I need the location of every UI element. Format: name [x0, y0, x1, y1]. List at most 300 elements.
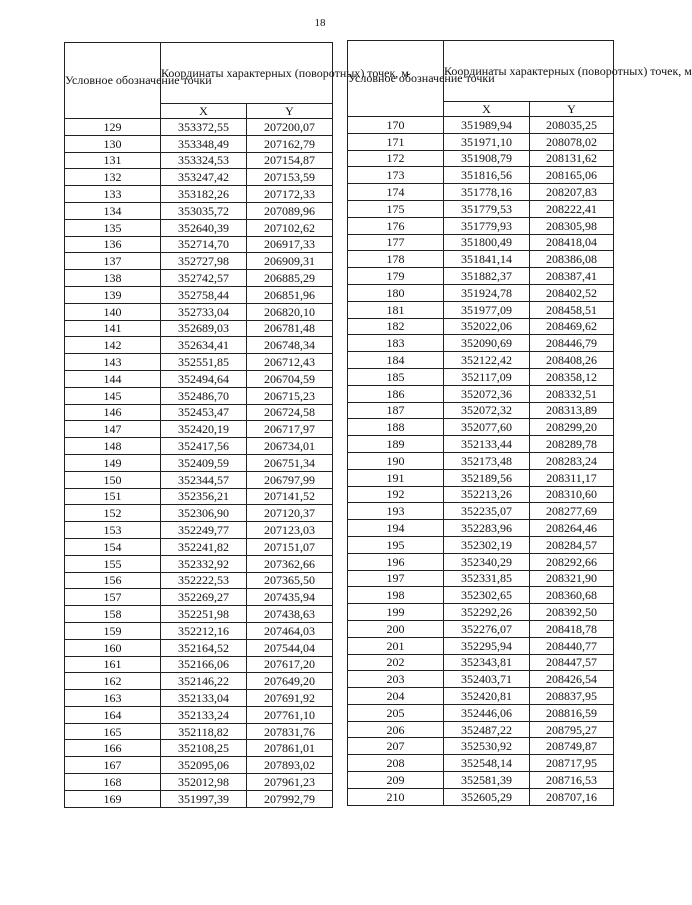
x-coordinate-cell: 352189,56	[444, 469, 530, 486]
x-coordinate-cell: 352133,24	[161, 706, 247, 723]
table-row	[348, 738, 614, 755]
x-coordinate-cell: 352420,81	[444, 688, 530, 705]
y-coordinate-cell: 208313,89	[530, 402, 614, 419]
table-row	[65, 606, 333, 623]
point-number-cell: 163	[65, 690, 161, 707]
y-coordinate-cell: 208716,53	[530, 772, 614, 789]
y-coordinate-cell: 206734,01	[247, 438, 333, 455]
point-number-cell: 147	[65, 421, 161, 438]
point-number-cell: 152	[65, 505, 161, 522]
y-coordinate-cell: 208447,57	[530, 654, 614, 671]
y-coordinate-cell: 208207,83	[530, 184, 614, 201]
header-y: Y	[530, 102, 614, 117]
y-coordinate-cell: 207154,87	[247, 152, 333, 169]
y-coordinate-cell: 208289,78	[530, 436, 614, 453]
y-coordinate-cell: 206820,10	[247, 303, 333, 320]
point-number-cell: 151	[65, 488, 161, 505]
point-number-cell: 144	[65, 370, 161, 387]
x-coordinate-cell: 353182,26	[161, 186, 247, 203]
point-number-cell: 142	[65, 337, 161, 354]
x-coordinate-cell: 352133,04	[161, 690, 247, 707]
x-coordinate-cell: 353324,53	[161, 152, 247, 169]
y-coordinate-cell: 207200,07	[247, 119, 333, 136]
table-row	[348, 368, 614, 385]
table-row	[65, 555, 333, 572]
y-coordinate-cell: 208283,24	[530, 452, 614, 469]
x-coordinate-cell: 352077,60	[444, 419, 530, 436]
point-number-cell: 186	[348, 385, 444, 402]
point-number-cell: 191	[348, 469, 444, 486]
y-coordinate-cell: 206909,31	[247, 253, 333, 270]
table-row	[65, 152, 333, 169]
x-coordinate-cell: 352356,21	[161, 488, 247, 505]
point-number-cell: 165	[65, 723, 161, 740]
x-coordinate-cell: 352164,52	[161, 639, 247, 656]
x-coordinate-cell: 352548,14	[444, 755, 530, 772]
y-coordinate-cell: 206751,34	[247, 454, 333, 471]
table-row	[348, 755, 614, 772]
point-number-cell: 177	[348, 234, 444, 251]
table-row	[348, 200, 614, 217]
table-row	[65, 219, 333, 236]
point-number-cell: 188	[348, 419, 444, 436]
y-coordinate-cell: 208446,79	[530, 335, 614, 352]
table-row	[65, 119, 333, 136]
table-row	[348, 234, 614, 251]
point-number-cell: 202	[348, 654, 444, 671]
y-coordinate-cell: 207617,20	[247, 656, 333, 673]
table-row	[65, 522, 333, 539]
x-coordinate-cell: 352241,82	[161, 538, 247, 555]
point-number-cell: 181	[348, 301, 444, 318]
table-row	[348, 486, 614, 503]
point-number-cell: 133	[65, 186, 161, 203]
x-coordinate-cell: 352249,77	[161, 522, 247, 539]
table-row	[348, 772, 614, 789]
x-coordinate-cell: 351977,09	[444, 301, 530, 318]
table-row	[65, 790, 333, 807]
point-number-cell: 189	[348, 436, 444, 453]
point-number-cell: 139	[65, 286, 161, 303]
point-number-cell: 145	[65, 387, 161, 404]
x-coordinate-cell: 352222,53	[161, 572, 247, 589]
y-coordinate-cell: 208707,16	[530, 788, 614, 805]
y-coordinate-cell: 208358,12	[530, 368, 614, 385]
y-coordinate-cell: 206724,58	[247, 404, 333, 421]
table-row	[65, 202, 333, 219]
x-coordinate-cell: 352403,71	[444, 671, 530, 688]
header-coordinates: Координаты характерных (поворотных) точек, м	[161, 43, 333, 104]
point-number-cell: 130	[65, 135, 161, 152]
point-number-cell: 190	[348, 452, 444, 469]
y-coordinate-cell: 208837,95	[530, 688, 614, 705]
x-coordinate-cell: 352095,06	[161, 757, 247, 774]
table-row	[65, 639, 333, 656]
x-coordinate-cell: 352173,48	[444, 452, 530, 469]
point-number-cell: 185	[348, 368, 444, 385]
y-coordinate-cell: 207153,59	[247, 169, 333, 186]
point-number-cell: 160	[65, 639, 161, 656]
point-number-cell: 184	[348, 352, 444, 369]
point-number-cell: 187	[348, 402, 444, 419]
table-body-right	[348, 117, 614, 806]
x-coordinate-cell: 352117,09	[444, 368, 530, 385]
coordinates-table-right	[347, 40, 692, 806]
x-coordinate-cell: 352146,22	[161, 673, 247, 690]
x-coordinate-cell: 352453,47	[161, 404, 247, 421]
x-coordinate-cell: 352409,59	[161, 454, 247, 471]
table-row	[65, 286, 333, 303]
x-coordinate-cell: 351924,78	[444, 284, 530, 301]
x-coordinate-cell: 352302,19	[444, 536, 530, 553]
y-coordinate-cell: 208387,41	[530, 268, 614, 285]
table-row	[348, 654, 614, 671]
x-coordinate-cell: 352269,27	[161, 589, 247, 606]
point-number-cell: 171	[348, 133, 444, 150]
y-coordinate-cell: 207120,37	[247, 505, 333, 522]
x-coordinate-cell: 352118,82	[161, 723, 247, 740]
x-coordinate-cell: 353247,42	[161, 169, 247, 186]
table-row	[65, 471, 333, 488]
x-coordinate-cell: 352640,39	[161, 219, 247, 236]
x-coordinate-cell: 352343,81	[444, 654, 530, 671]
point-number-cell: 204	[348, 688, 444, 705]
x-coordinate-cell: 351908,79	[444, 150, 530, 167]
x-coordinate-cell: 351778,16	[444, 184, 530, 201]
point-number-cell: 150	[65, 471, 161, 488]
point-number-cell: 159	[65, 622, 161, 639]
y-coordinate-cell: 207365,50	[247, 572, 333, 589]
table-row	[348, 352, 614, 369]
point-number-cell: 140	[65, 303, 161, 320]
y-coordinate-cell: 208035,25	[530, 117, 614, 134]
table-row	[65, 538, 333, 555]
y-coordinate-cell: 207992,79	[247, 790, 333, 807]
y-coordinate-cell: 206712,43	[247, 354, 333, 371]
x-coordinate-cell: 351800,49	[444, 234, 530, 251]
x-coordinate-cell: 352072,36	[444, 385, 530, 402]
table-row	[65, 622, 333, 639]
y-coordinate-cell: 208749,87	[530, 738, 614, 755]
y-coordinate-cell: 207151,07	[247, 538, 333, 555]
table-row	[65, 589, 333, 606]
table-row	[348, 301, 614, 318]
y-coordinate-cell: 208360,68	[530, 587, 614, 604]
point-number-cell: 154	[65, 538, 161, 555]
x-coordinate-cell: 352022,06	[444, 318, 530, 335]
table-row	[65, 337, 333, 354]
y-coordinate-cell: 207691,92	[247, 690, 333, 707]
table-row	[65, 370, 333, 387]
x-coordinate-cell: 352133,44	[444, 436, 530, 453]
table-row	[65, 454, 333, 471]
y-coordinate-cell: 207435,94	[247, 589, 333, 606]
x-coordinate-cell: 352486,70	[161, 387, 247, 404]
x-coordinate-cell: 352551,85	[161, 354, 247, 371]
point-number-cell: 169	[65, 790, 161, 807]
y-coordinate-cell: 208264,46	[530, 520, 614, 537]
y-coordinate-cell: 208321,90	[530, 570, 614, 587]
point-number-cell: 172	[348, 150, 444, 167]
y-coordinate-cell: 208386,08	[530, 251, 614, 268]
point-number-cell: 193	[348, 503, 444, 520]
y-coordinate-cell: 206748,34	[247, 337, 333, 354]
y-coordinate-cell: 208426,54	[530, 671, 614, 688]
table-row	[65, 421, 333, 438]
point-number-cell: 134	[65, 202, 161, 219]
table-row	[65, 740, 333, 757]
point-number-cell: 136	[65, 236, 161, 253]
x-coordinate-cell: 352166,06	[161, 656, 247, 673]
point-number-cell: 182	[348, 318, 444, 335]
point-number-cell: 156	[65, 572, 161, 589]
table-row	[348, 184, 614, 201]
table-row	[65, 354, 333, 371]
y-coordinate-cell: 207831,76	[247, 723, 333, 740]
table-body-left	[65, 119, 333, 808]
point-number-cell: 208	[348, 755, 444, 772]
x-coordinate-cell: 352235,07	[444, 503, 530, 520]
y-coordinate-cell: 208078,02	[530, 133, 614, 150]
y-coordinate-cell: 207123,03	[247, 522, 333, 539]
header-point-designation: Условное обозначение точки	[65, 43, 161, 119]
x-coordinate-cell: 351816,56	[444, 167, 530, 184]
y-coordinate-cell: 208458,51	[530, 301, 614, 318]
header-point-designation: Условное обозначение точки	[348, 41, 444, 117]
table-row	[65, 723, 333, 740]
point-number-cell: 199	[348, 604, 444, 621]
point-number-cell: 203	[348, 671, 444, 688]
table-row	[348, 469, 614, 486]
table-row	[65, 320, 333, 337]
point-number-cell: 179	[348, 268, 444, 285]
point-number-cell: 135	[65, 219, 161, 236]
point-number-cell: 180	[348, 284, 444, 301]
y-coordinate-cell: 208222,41	[530, 200, 614, 217]
y-coordinate-cell: 207438,63	[247, 606, 333, 623]
x-coordinate-cell: 352213,26	[444, 486, 530, 503]
y-coordinate-cell: 208165,06	[530, 167, 614, 184]
point-number-cell: 197	[348, 570, 444, 587]
point-number-cell: 137	[65, 253, 161, 270]
x-coordinate-cell: 352727,98	[161, 253, 247, 270]
point-number-cell: 183	[348, 335, 444, 352]
y-coordinate-cell: 207464,03	[247, 622, 333, 639]
x-coordinate-cell: 352108,25	[161, 740, 247, 757]
x-coordinate-cell: 352295,94	[444, 637, 530, 654]
table-row	[348, 604, 614, 621]
table-row	[348, 620, 614, 637]
table-row	[65, 505, 333, 522]
x-coordinate-cell: 352306,90	[161, 505, 247, 522]
table-row	[348, 150, 614, 167]
point-number-cell: 206	[348, 721, 444, 738]
table-row	[65, 488, 333, 505]
point-number-cell: 138	[65, 270, 161, 287]
x-coordinate-cell: 352446,06	[444, 704, 530, 721]
x-coordinate-cell: 352012,98	[161, 774, 247, 791]
x-coordinate-cell: 352292,26	[444, 604, 530, 621]
table-row	[348, 721, 614, 738]
table-row	[348, 688, 614, 705]
table-row	[348, 419, 614, 436]
table-row	[348, 637, 614, 654]
y-coordinate-cell: 207761,10	[247, 706, 333, 723]
table-row	[348, 704, 614, 721]
x-coordinate-cell: 352581,39	[444, 772, 530, 789]
point-number-cell: 195	[348, 536, 444, 553]
table-row	[65, 656, 333, 673]
table-row	[348, 335, 614, 352]
x-coordinate-cell: 352283,96	[444, 520, 530, 537]
y-coordinate-cell: 208392,50	[530, 604, 614, 621]
x-coordinate-cell: 353348,49	[161, 135, 247, 152]
point-number-cell: 170	[348, 117, 444, 134]
y-coordinate-cell: 207861,01	[247, 740, 333, 757]
header-x: X	[444, 102, 530, 117]
point-number-cell: 173	[348, 167, 444, 184]
point-number-cell: 178	[348, 251, 444, 268]
table-row	[348, 385, 614, 402]
x-coordinate-cell: 352742,57	[161, 270, 247, 287]
point-number-cell: 141	[65, 320, 161, 337]
x-coordinate-cell: 352251,98	[161, 606, 247, 623]
point-number-cell: 210	[348, 788, 444, 805]
table-row	[348, 284, 614, 301]
y-coordinate-cell: 207362,66	[247, 555, 333, 572]
y-coordinate-cell: 208418,78	[530, 620, 614, 637]
table-row	[348, 503, 614, 520]
y-coordinate-cell: 208131,62	[530, 150, 614, 167]
x-coordinate-cell: 351779,93	[444, 217, 530, 234]
y-coordinate-cell: 208816,59	[530, 704, 614, 721]
y-coordinate-cell: 208305,98	[530, 217, 614, 234]
x-coordinate-cell: 352302,65	[444, 587, 530, 604]
y-coordinate-cell: 207544,04	[247, 639, 333, 656]
table-row	[65, 673, 333, 690]
table-row	[348, 536, 614, 553]
point-number-cell: 176	[348, 217, 444, 234]
table-row	[348, 570, 614, 587]
y-coordinate-cell: 208717,95	[530, 755, 614, 772]
y-coordinate-cell: 206851,96	[247, 286, 333, 303]
table-row	[65, 690, 333, 707]
table-row	[65, 572, 333, 589]
y-coordinate-cell: 208292,66	[530, 553, 614, 570]
y-coordinate-cell: 206715,23	[247, 387, 333, 404]
y-coordinate-cell: 207102,62	[247, 219, 333, 236]
table-row	[348, 217, 614, 234]
y-coordinate-cell: 207649,20	[247, 673, 333, 690]
x-coordinate-cell: 352494,64	[161, 370, 247, 387]
y-coordinate-cell: 207089,96	[247, 202, 333, 219]
y-coordinate-cell: 207961,23	[247, 774, 333, 791]
y-coordinate-cell: 206917,33	[247, 236, 333, 253]
x-coordinate-cell: 351989,94	[444, 117, 530, 134]
x-coordinate-cell: 351882,37	[444, 268, 530, 285]
table-row	[348, 553, 614, 570]
y-coordinate-cell: 206781,48	[247, 320, 333, 337]
y-coordinate-cell: 206797,99	[247, 471, 333, 488]
table-row	[348, 402, 614, 419]
y-coordinate-cell: 208332,51	[530, 385, 614, 402]
y-coordinate-cell: 208284,57	[530, 536, 614, 553]
point-number-cell: 164	[65, 706, 161, 723]
table-row	[65, 706, 333, 723]
table-row	[65, 236, 333, 253]
point-number-cell: 194	[348, 520, 444, 537]
header-x: X	[161, 104, 247, 119]
point-number-cell: 155	[65, 555, 161, 572]
table-row	[348, 133, 614, 150]
y-coordinate-cell: 206717,97	[247, 421, 333, 438]
point-number-cell: 192	[348, 486, 444, 503]
point-number-cell: 200	[348, 620, 444, 637]
table-row	[348, 318, 614, 335]
y-coordinate-cell: 208310,60	[530, 486, 614, 503]
y-coordinate-cell: 206885,29	[247, 270, 333, 287]
point-number-cell: 196	[348, 553, 444, 570]
page-number: 18	[314, 17, 326, 29]
x-coordinate-cell: 351841,14	[444, 251, 530, 268]
x-coordinate-cell: 352331,85	[444, 570, 530, 587]
y-coordinate-cell: 208440,77	[530, 637, 614, 654]
x-coordinate-cell: 352212,16	[161, 622, 247, 639]
y-coordinate-cell: 208311,17	[530, 469, 614, 486]
x-coordinate-cell: 352758,44	[161, 286, 247, 303]
x-coordinate-cell: 351779,53	[444, 200, 530, 217]
x-coordinate-cell: 352417,56	[161, 438, 247, 455]
table-row	[65, 303, 333, 320]
point-number-cell: 168	[65, 774, 161, 791]
table-row	[348, 268, 614, 285]
x-coordinate-cell: 352487,22	[444, 721, 530, 738]
table-row	[348, 436, 614, 453]
y-coordinate-cell: 206704,59	[247, 370, 333, 387]
y-coordinate-cell: 207172,33	[247, 186, 333, 203]
x-coordinate-cell: 352090,69	[444, 335, 530, 352]
point-number-cell: 162	[65, 673, 161, 690]
y-coordinate-cell: 207893,02	[247, 757, 333, 774]
x-coordinate-cell: 352340,29	[444, 553, 530, 570]
x-coordinate-cell: 352605,29	[444, 788, 530, 805]
x-coordinate-cell: 352122,42	[444, 352, 530, 369]
table-row	[65, 135, 333, 152]
point-number-cell: 131	[65, 152, 161, 169]
y-coordinate-cell: 208418,04	[530, 234, 614, 251]
x-coordinate-cell: 351997,39	[161, 790, 247, 807]
point-number-cell: 174	[348, 184, 444, 201]
point-number-cell: 157	[65, 589, 161, 606]
x-coordinate-cell: 352689,03	[161, 320, 247, 337]
point-number-cell: 132	[65, 169, 161, 186]
table-row	[65, 774, 333, 791]
x-coordinate-cell: 352733,04	[161, 303, 247, 320]
table-row	[65, 387, 333, 404]
point-number-cell: 148	[65, 438, 161, 455]
header-y: Y	[247, 104, 333, 119]
table-row	[348, 788, 614, 805]
x-coordinate-cell: 353372,55	[161, 119, 247, 136]
x-coordinate-cell: 352530,92	[444, 738, 530, 755]
table-row	[348, 117, 614, 134]
x-coordinate-cell: 352420,19	[161, 421, 247, 438]
point-number-cell: 158	[65, 606, 161, 623]
table-row	[348, 251, 614, 268]
point-number-cell: 129	[65, 119, 161, 136]
y-coordinate-cell: 208469,62	[530, 318, 614, 335]
point-number-cell: 146	[65, 404, 161, 421]
